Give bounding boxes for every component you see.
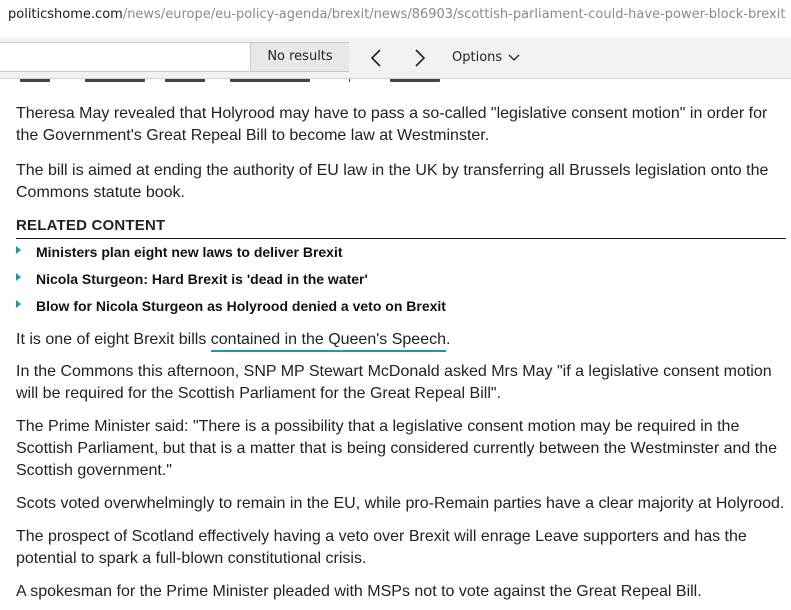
clipped-text-fragment	[85, 79, 145, 82]
url-path: /news/europe/eu-policy-agenda/brexit/news/86903/scottish-parliament-could-have-power-block-brexit	[122, 7, 786, 22]
url-domain: politicshome.com	[8, 7, 123, 22]
clipped-text-fragment	[390, 79, 440, 82]
related-content-heading: RELATED CONTENT	[16, 217, 786, 239]
related-link[interactable]	[16, 297, 786, 324]
chevron-down-icon	[508, 54, 520, 62]
triangle-bullet-icon	[16, 273, 21, 281]
paragraph-text: .	[446, 331, 451, 348]
clipped-text-fragment	[230, 79, 310, 82]
article-paragraph: Scots voted overwhelmingly to remain in the EU, while pro-Remain parties have a clear majority at Holyrood.	[16, 495, 785, 512]
triangle-bullet-icon	[16, 300, 21, 308]
triangle-bullet-icon	[16, 246, 21, 254]
find-next-button[interactable]	[404, 44, 436, 72]
find-previous-button[interactable]	[360, 44, 392, 72]
article-paragraph: A spokesman for the Prime Minister pleaded with MSPs not to vote against the Great Repeal Bill.	[16, 583, 702, 600]
clipped-text-fragment	[165, 79, 205, 82]
find-on-page-bar	[0, 38, 791, 79]
chevron-left-icon	[370, 48, 382, 68]
clipped-text-line	[0, 79, 791, 85]
clipped-text-fragment	[349, 79, 350, 82]
related-content-list	[16, 243, 786, 324]
article-paragraph: The Prime Minister said: "There is a possibility that a legislative consent motion may be required in the Scottish Parliament, but that is a matter that is being considered currently between the Westminster and the Scottish government."	[16, 418, 777, 479]
article-paragraph: The prospect of Scotland effectively having a veto over Brexit will enrage Leave supporters and has the potential to spark a full-blown constitutional crisis.	[16, 528, 747, 567]
related-link-label: Blow for Nicola Sturgeon as Holyrood denied a veto on Brexit	[36, 298, 446, 314]
find-options-label: Options	[452, 50, 503, 65]
related-link[interactable]	[16, 270, 786, 297]
article-paragraph: Theresa May revealed that Holyrood may have to pass a so-called "legislative consent motion" in order for the Government's Great Repeal Bill to become law at Westminster.	[16, 105, 768, 144]
address-bar[interactable]	[0, 0, 791, 30]
queens-speech-link[interactable]: contained in the Queen's Speech	[211, 331, 446, 352]
find-results-count: No results	[250, 43, 349, 71]
chevron-right-icon	[414, 48, 426, 68]
related-link-label: Ministers plan eight new laws to deliver Brexit	[36, 244, 343, 260]
paragraph-text: It is one of eight Brexit bills	[16, 331, 211, 348]
article-paragraph: The bill is aimed at ending the authority of EU law in the UK by transferring all Brussels legislation onto the Commons statute book.	[16, 162, 769, 201]
clipped-text-fragment	[20, 79, 50, 82]
find-options-button[interactable]	[440, 44, 532, 72]
related-link[interactable]	[16, 243, 786, 270]
article-paragraph: In the Commons this afternoon, SNP MP Stewart McDonald asked Mrs May "if a legislative consent motion will be required for the Scottish Parliament for the Great Repeal Bill".	[16, 363, 772, 402]
article-paragraph	[16, 329, 786, 351]
related-link-label: Nicola Sturgeon: Hard Brexit is 'dead in the water'	[36, 271, 368, 287]
